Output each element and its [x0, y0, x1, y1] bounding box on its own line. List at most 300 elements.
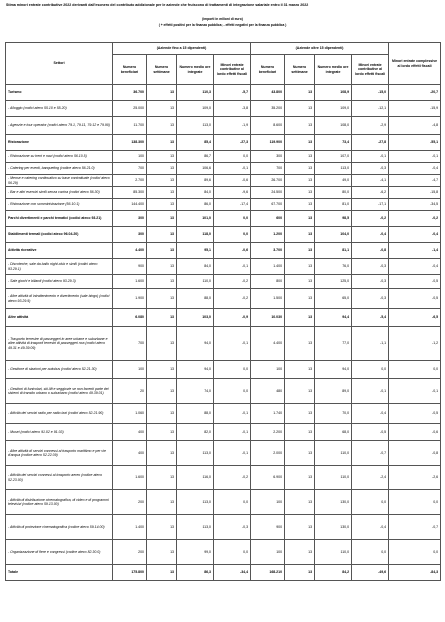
large-beneficiari-cell: 10.030	[251, 309, 285, 327]
small-minori-cell: 0,0	[214, 211, 251, 227]
large-minori-cell: -49,6	[352, 565, 389, 581]
small-beneficiari-cell: 400	[113, 441, 147, 466]
table-row	[6, 187, 441, 199]
small-beneficiari-cell: 36.700	[113, 85, 147, 101]
large-minori-cell: -15,0	[352, 85, 389, 101]
total-cell: -0,1	[389, 379, 441, 404]
large-ore-cell: 108,9	[315, 85, 352, 101]
small-settimane-cell: 13	[147, 85, 177, 101]
small-minori-cell: -3,8	[214, 101, 251, 117]
large-settimane-cell: 13	[285, 361, 315, 379]
small-settimane-cell: 13	[147, 441, 177, 466]
large-ore-cell: 125,0	[315, 275, 352, 289]
row-label: Ristorazione	[6, 135, 113, 151]
table-row	[6, 361, 441, 379]
row-label: - Agenzie e tour operator (codici ateco 79.1, 79.11, 79.12 e 79.90)	[6, 117, 113, 135]
large-minori-cell: -0,3	[352, 259, 389, 275]
row-label: - Gestione di stazioni per autobus (codici ateco 52.21.30)	[6, 361, 113, 379]
large-ore-cell: 49,0	[315, 175, 352, 187]
small-settimane-cell: 13	[147, 243, 177, 259]
small-beneficiari-cell: 85.300	[113, 187, 147, 199]
table-row	[6, 466, 441, 490]
large-minori-cell: 0,0	[352, 490, 389, 515]
large-minori-cell: 0,0	[352, 540, 389, 565]
header-minori-complessive: Minori entrate complessive al lordo effetti fiscali	[389, 43, 441, 85]
large-settimane-cell: 13	[285, 490, 315, 515]
small-settimane-cell: 13	[147, 187, 177, 199]
total-cell: 0,0	[389, 361, 441, 379]
row-label: - Attività dei servizi connessi al trasporto aereo (codice ateco 52.23.00)	[6, 466, 113, 490]
total-cell: -0,5	[389, 275, 441, 289]
row-label: - Attività di distribuzione cinematografica, di video e di programmi televisivi (codice ateco 59.13.00)	[6, 490, 113, 515]
large-settimane-cell: 13	[285, 101, 315, 117]
row-label: Attività ricreative	[6, 243, 113, 259]
header-ore: Numero medio ore integrate	[315, 55, 352, 85]
small-minori-cell: 0,0	[214, 540, 251, 565]
small-ore-cell: 113,0	[177, 441, 214, 466]
small-settimane-cell: 13	[147, 309, 177, 327]
large-beneficiari-cell: 100	[251, 361, 285, 379]
row-label: - Trasporto terrestre di passeggeri in aree urbane e suburbane e altre attività di trasporti terrestri di passeggeri nca (codici ateco 49.31 e 49.39.09)	[6, 327, 113, 361]
large-settimane-cell: 13	[285, 151, 315, 163]
small-settimane-cell: 13	[147, 275, 177, 289]
small-beneficiari-cell: 1.900	[113, 289, 147, 309]
large-minori-cell: -2,9	[352, 117, 389, 135]
small-minori-cell: -0,1	[214, 441, 251, 466]
small-settimane-cell: 13	[147, 259, 177, 275]
large-ore-cell: 110,0	[315, 441, 352, 466]
small-ore-cell: 99,0	[177, 540, 214, 565]
row-label: - Ristorazione su treni e navi (codici ateco 56.10.5)	[6, 151, 113, 163]
large-minori-cell: -6,2	[352, 187, 389, 199]
large-minori-cell: -0,7	[352, 441, 389, 466]
large-beneficiari-cell: 43.800	[251, 85, 285, 101]
small-minori-cell: -0,6	[214, 175, 251, 187]
large-beneficiari-cell: 700	[251, 163, 285, 175]
large-ore-cell: 73,4	[315, 135, 352, 151]
large-minori-cell: -5,4	[352, 309, 389, 327]
total-cell: -34,5	[389, 199, 441, 211]
table-row	[6, 117, 441, 135]
large-minori-cell: -0,1	[352, 151, 389, 163]
small-settimane-cell: 13	[147, 117, 177, 135]
table-row	[6, 540, 441, 565]
small-minori-cell: -27,3	[214, 135, 251, 151]
large-beneficiari-cell: 1.400	[251, 259, 285, 275]
estimate-table	[5, 42, 441, 581]
large-ore-cell: 94,0	[315, 361, 352, 379]
small-ore-cell: 85,4	[177, 135, 214, 151]
table-row	[6, 259, 441, 275]
large-ore-cell: 77,0	[315, 327, 352, 361]
small-minori-cell: -0,1	[214, 404, 251, 424]
row-label: - Sale giochi e biliardi (codici ateco 93.29.3)	[6, 275, 113, 289]
document-title: Stima minori entrate contributive 2022 derivanti dall'esonero del contributo addizionale per le aziende che fruiscono di trattamenti di integrazione salariale entro il 31 marzo 2022	[6, 3, 309, 7]
row-label: Parchi divertimenti e parchi tematici (codici ateco 93.21)	[6, 211, 113, 227]
large-settimane-cell: 13	[285, 289, 315, 309]
large-ore-cell: 81,1	[315, 243, 352, 259]
small-beneficiari-cell: 700	[113, 163, 147, 175]
small-beneficiari-cell: 400	[113, 424, 147, 441]
large-ore-cell: 65,0	[315, 289, 352, 309]
small-settimane-cell: 13	[147, 151, 177, 163]
small-settimane-cell: 13	[147, 211, 177, 227]
large-ore-cell: 130,0	[315, 490, 352, 515]
row-label: - Altre attività di intrattenimento e divertimento (sale bingo) (codici ateco 93.29.9)	[6, 289, 113, 309]
large-settimane-cell: 13	[285, 404, 315, 424]
small-settimane-cell: 13	[147, 515, 177, 540]
small-beneficiari-cell: 100	[113, 361, 147, 379]
total-cell: -0,4	[389, 259, 441, 275]
table-row	[6, 227, 441, 243]
small-ore-cell: 88,0	[177, 404, 214, 424]
large-minori-cell: -0,4	[352, 227, 389, 243]
table-row	[6, 490, 441, 515]
row-label: - Alloggio (codici ateco 55.10 e 55.20)	[6, 101, 113, 117]
total-cell: -0,2	[389, 211, 441, 227]
table-row	[6, 289, 441, 309]
total-cell: -0,8	[389, 441, 441, 466]
row-label: - Attività dei servizi radio per radio taxi (codici ateco 52.21.90)	[6, 404, 113, 424]
large-beneficiari-cell: 67.700	[251, 199, 285, 211]
total-cell: 0,0	[389, 490, 441, 515]
small-beneficiari-cell: 175.800	[113, 565, 147, 581]
large-minori-cell: -12,1	[352, 101, 389, 117]
total-cell: -15,9	[389, 101, 441, 117]
large-beneficiari-cell: 1.740	[251, 404, 285, 424]
total-cell: -0,7	[389, 515, 441, 540]
large-beneficiari-cell: 1.200	[251, 227, 285, 243]
large-settimane-cell: 13	[285, 309, 315, 327]
small-beneficiari-cell: 138.300	[113, 135, 147, 151]
small-ore-cell: 88,0	[177, 289, 214, 309]
small-ore-cell: 113,0	[177, 490, 214, 515]
table-row	[6, 275, 441, 289]
small-beneficiari-cell: 2.700	[113, 175, 147, 187]
large-ore-cell: 113,0	[315, 163, 352, 175]
total-cell: -0,5	[389, 289, 441, 309]
large-minori-cell: -0,4	[352, 515, 389, 540]
table-row	[6, 151, 441, 163]
small-settimane-cell: 13	[147, 379, 177, 404]
header-ore: Numero medio ore integrate	[177, 55, 214, 85]
large-beneficiari-cell: 26.700	[251, 175, 285, 187]
large-settimane-cell: 13	[285, 227, 315, 243]
small-ore-cell: 89,6	[177, 175, 214, 187]
row-label: - Gestioni di funicolari, ski-lift e seggiovie se non facenti parte dei sistemi di transito urbano o suburbano (codici ateco 49.39.01)	[6, 379, 113, 404]
small-minori-cell: -0,2	[214, 289, 251, 309]
large-settimane-cell: 13	[285, 175, 315, 187]
large-minori-cell: -0,5	[352, 424, 389, 441]
large-settimane-cell: 13	[285, 379, 315, 404]
small-ore-cell: 101,0	[177, 211, 214, 227]
large-settimane-cell: 13	[285, 565, 315, 581]
small-ore-cell: 82,0	[177, 424, 214, 441]
small-minori-cell: -0,1	[214, 163, 251, 175]
small-beneficiari-cell: 200	[113, 490, 147, 515]
total-cell: -84,3	[389, 565, 441, 581]
header-settimane: Numero settimane	[285, 55, 315, 85]
small-minori-cell: -0,1	[214, 424, 251, 441]
small-minori-cell: -9,6	[214, 187, 251, 199]
large-ore-cell: 84,2	[315, 565, 352, 581]
large-minori-cell: -1,1	[352, 327, 389, 361]
small-ore-cell: 116,0	[177, 466, 214, 490]
row-label: - Bar e altri esercizi simili senza cucina (codici ateco 56.30)	[6, 187, 113, 199]
large-minori-cell: -4,1	[352, 175, 389, 187]
row-label: - Altre attività di servizi connessi al trasporto marittimo e per vie d'acqua (codice ateco 52.22.09)	[6, 441, 113, 466]
total-cell: 0,0	[389, 540, 441, 565]
table-row	[6, 441, 441, 466]
small-minori-cell: -0,6	[214, 243, 251, 259]
large-ore-cell: 94,4	[315, 309, 352, 327]
large-beneficiari-cell: 900	[251, 515, 285, 540]
row-label: Turismo	[6, 85, 113, 101]
small-ore-cell: 110,0	[177, 275, 214, 289]
large-beneficiari-cell: 168.210	[251, 565, 285, 581]
large-ore-cell: 70,0	[315, 404, 352, 424]
row-label: - Ristorazione con somministrazione (56.10.1)	[6, 199, 113, 211]
table-row	[6, 85, 441, 101]
small-ore-cell: 110,3	[177, 85, 214, 101]
table-row	[6, 565, 441, 581]
total-cell: -0,1	[389, 151, 441, 163]
large-ore-cell: 109,0	[315, 101, 352, 117]
large-beneficiari-cell: 2.200	[251, 424, 285, 441]
total-cell: -1,2	[389, 327, 441, 361]
large-ore-cell: 81,0	[315, 199, 352, 211]
total-cell: -20,7	[389, 85, 441, 101]
small-settimane-cell: 13	[147, 424, 177, 441]
small-beneficiari-cell: 1.400	[113, 515, 147, 540]
small-beneficiari-cell: 900	[113, 259, 147, 275]
small-settimane-cell: 13	[147, 101, 177, 117]
table-row	[6, 135, 441, 151]
table-row	[6, 424, 441, 441]
large-minori-cell: -0,3	[352, 275, 389, 289]
large-minori-cell: -2,4	[352, 466, 389, 490]
row-label: - Organizzazione di fiere e congressi (codice ateco 82.30.0)	[6, 540, 113, 565]
large-settimane-cell: 13	[285, 540, 315, 565]
large-minori-cell: -0,4	[352, 404, 389, 424]
row-label: - Musei (codici ateco 91.02 e 91.03)	[6, 424, 113, 441]
small-beneficiari-cell: 20	[113, 379, 147, 404]
header-minori: Minori entrate contributive al lordo effetti fiscali	[214, 55, 251, 85]
small-settimane-cell: 13	[147, 175, 177, 187]
small-beneficiari-cell: 300	[113, 227, 147, 243]
total-cell: -0,4	[389, 163, 441, 175]
total-cell: -0,5	[389, 404, 441, 424]
total-cell: -6,5	[389, 309, 441, 327]
large-beneficiari-cell: 35.200	[251, 101, 285, 117]
small-beneficiari-cell: 300	[113, 211, 147, 227]
large-ore-cell: 76,0	[315, 259, 352, 275]
large-settimane-cell: 13	[285, 211, 315, 227]
total-cell: -55,1	[389, 135, 441, 151]
large-beneficiari-cell: 4.400	[251, 327, 285, 361]
small-settimane-cell: 13	[147, 361, 177, 379]
small-ore-cell: 86,3	[177, 565, 214, 581]
small-beneficiari-cell: 25.000	[113, 101, 147, 117]
table-row	[6, 101, 441, 117]
large-minori-cell: -17,1	[352, 199, 389, 211]
small-beneficiari-cell: 11.700	[113, 117, 147, 135]
small-beneficiari-cell: 100	[113, 151, 147, 163]
large-settimane-cell: 13	[285, 243, 315, 259]
small-settimane-cell: 13	[147, 490, 177, 515]
large-settimane-cell: 13	[285, 259, 315, 275]
total-cell: -4,8	[389, 117, 441, 135]
large-settimane-cell: 13	[285, 515, 315, 540]
large-settimane-cell: 13	[285, 199, 315, 211]
large-ore-cell: 108,0	[315, 117, 352, 135]
sign-note: ( + effetti positivi per la finanza pubblica; - effetti negativi per la finanza pubblica )	[158, 23, 287, 27]
small-settimane-cell: 13	[147, 404, 177, 424]
small-ore-cell: 86,0	[177, 199, 214, 211]
large-beneficiari-cell: 8.600	[251, 117, 285, 135]
large-beneficiari-cell: 600	[251, 211, 285, 227]
small-minori-cell: -17,4	[214, 199, 251, 211]
header-settori: Settori	[6, 43, 113, 85]
large-minori-cell: -0,3	[352, 289, 389, 309]
small-minori-cell: 0,0	[214, 361, 251, 379]
small-beneficiari-cell: 1.600	[113, 275, 147, 289]
small-ore-cell: 113,0	[177, 515, 214, 540]
table-row	[6, 404, 441, 424]
header-minori: Minori entrate contributive al lordo effetti fiscali	[352, 55, 389, 85]
table-row	[6, 175, 441, 187]
row-label: - Catering per eventi, banqueting (codice ateco 56.21.0)	[6, 163, 113, 175]
small-beneficiari-cell: 144.400	[113, 199, 147, 211]
total-cell: -2,6	[389, 466, 441, 490]
large-settimane-cell: 13	[285, 117, 315, 135]
units-note: (importi in milioni di euro)	[202, 17, 243, 21]
small-minori-cell: -1,9	[214, 117, 251, 135]
table-row	[6, 243, 441, 259]
large-ore-cell: 110,0	[315, 466, 352, 490]
small-beneficiari-cell: 6.080	[113, 309, 147, 327]
small-beneficiari-cell: 700	[113, 327, 147, 361]
small-settimane-cell: 13	[147, 199, 177, 211]
large-settimane-cell: 13	[285, 275, 315, 289]
table-body	[6, 85, 441, 581]
large-minori-cell: 0,0	[352, 361, 389, 379]
large-minori-cell: -0,8	[352, 243, 389, 259]
header-group-large: (Aziende oltre 15 dipendenti)	[251, 43, 389, 55]
header-beneficiari: Numero beneficiari	[251, 55, 285, 85]
small-minori-cell: 0,0	[214, 227, 251, 243]
large-beneficiari-cell: 3.700	[251, 243, 285, 259]
row-label: Totale	[6, 565, 113, 581]
small-settimane-cell: 13	[147, 163, 177, 175]
small-ore-cell: 113,0	[177, 117, 214, 135]
small-minori-cell: -0,2	[214, 466, 251, 490]
large-minori-cell: -0,1	[352, 379, 389, 404]
small-beneficiari-cell: 1.600	[113, 466, 147, 490]
large-beneficiari-cell: 480	[251, 379, 285, 404]
total-cell: -15,8	[389, 187, 441, 199]
small-minori-cell: -0,3	[214, 515, 251, 540]
small-settimane-cell: 13	[147, 327, 177, 361]
small-minori-cell: 0,0	[214, 379, 251, 404]
total-cell: -1,4	[389, 243, 441, 259]
large-minori-cell: -0,2	[352, 211, 389, 227]
table-row	[6, 199, 441, 211]
total-cell: -4,7	[389, 175, 441, 187]
large-beneficiari-cell: 24.500	[251, 187, 285, 199]
large-ore-cell: 68,0	[315, 424, 352, 441]
small-settimane-cell: 13	[147, 289, 177, 309]
table-row	[6, 327, 441, 361]
row-label: - Discoteche, sale da ballo night-club e simili (codici ateco 93.29.1)	[6, 259, 113, 275]
small-beneficiari-cell: 200	[113, 540, 147, 565]
large-beneficiari-cell: 100	[251, 490, 285, 515]
small-minori-cell: -0,1	[214, 327, 251, 361]
large-beneficiari-cell: 2.000	[251, 441, 285, 466]
large-beneficiari-cell: 300	[251, 151, 285, 163]
row-label: - Attività di proiezione cinematografica (codice ateco 59.14.00)	[6, 515, 113, 540]
small-ore-cell: 95,1	[177, 243, 214, 259]
large-settimane-cell: 13	[285, 163, 315, 175]
large-settimane-cell: 13	[285, 135, 315, 151]
large-ore-cell: 89,0	[315, 379, 352, 404]
large-minori-cell: -27,8	[352, 135, 389, 151]
large-beneficiari-cell: 119.900	[251, 135, 285, 151]
small-ore-cell: 118,0	[177, 227, 214, 243]
small-minori-cell: -0,9	[214, 309, 251, 327]
small-ore-cell: 94,0	[177, 361, 214, 379]
large-minori-cell: -0,3	[352, 163, 389, 175]
small-settimane-cell: 13	[147, 135, 177, 151]
large-settimane-cell: 13	[285, 424, 315, 441]
large-beneficiari-cell: 6.900	[251, 466, 285, 490]
small-minori-cell: -34,4	[214, 565, 251, 581]
large-settimane-cell: 13	[285, 187, 315, 199]
table-row	[6, 163, 441, 175]
small-minori-cell: -5,7	[214, 85, 251, 101]
small-settimane-cell: 13	[147, 466, 177, 490]
table-row	[6, 515, 441, 540]
large-ore-cell: 130,0	[315, 515, 352, 540]
small-ore-cell: 84,0	[177, 187, 214, 199]
small-ore-cell: 86,7	[177, 151, 214, 163]
total-cell: -0,4	[389, 227, 441, 243]
small-settimane-cell: 13	[147, 565, 177, 581]
large-settimane-cell: 13	[285, 327, 315, 361]
small-minori-cell: -0,2	[214, 275, 251, 289]
small-ore-cell: 103,0	[177, 309, 214, 327]
small-ore-cell: 94,0	[177, 327, 214, 361]
table-row	[6, 379, 441, 404]
table-row	[6, 309, 441, 327]
small-minori-cell: 0,0	[214, 490, 251, 515]
large-beneficiari-cell: 1.500	[251, 289, 285, 309]
large-ore-cell: 80,0	[315, 187, 352, 199]
large-settimane-cell: 13	[285, 466, 315, 490]
header-settimane: Numero settimane	[147, 55, 177, 85]
large-ore-cell: 104,0	[315, 227, 352, 243]
table-row	[6, 211, 441, 227]
row-label: Stabilimenti termali (codici ateco 96.04.20)	[6, 227, 113, 243]
small-minori-cell: 0,0	[214, 151, 251, 163]
small-ore-cell: 109,0	[177, 101, 214, 117]
small-beneficiari-cell: 1.060	[113, 404, 147, 424]
large-ore-cell: 110,0	[315, 540, 352, 565]
small-settimane-cell: 13	[147, 227, 177, 243]
small-beneficiari-cell: 4.400	[113, 243, 147, 259]
header-group-small: (Aziende fino a 15 dipendenti)	[113, 43, 251, 55]
row-label: Altre attività	[6, 309, 113, 327]
